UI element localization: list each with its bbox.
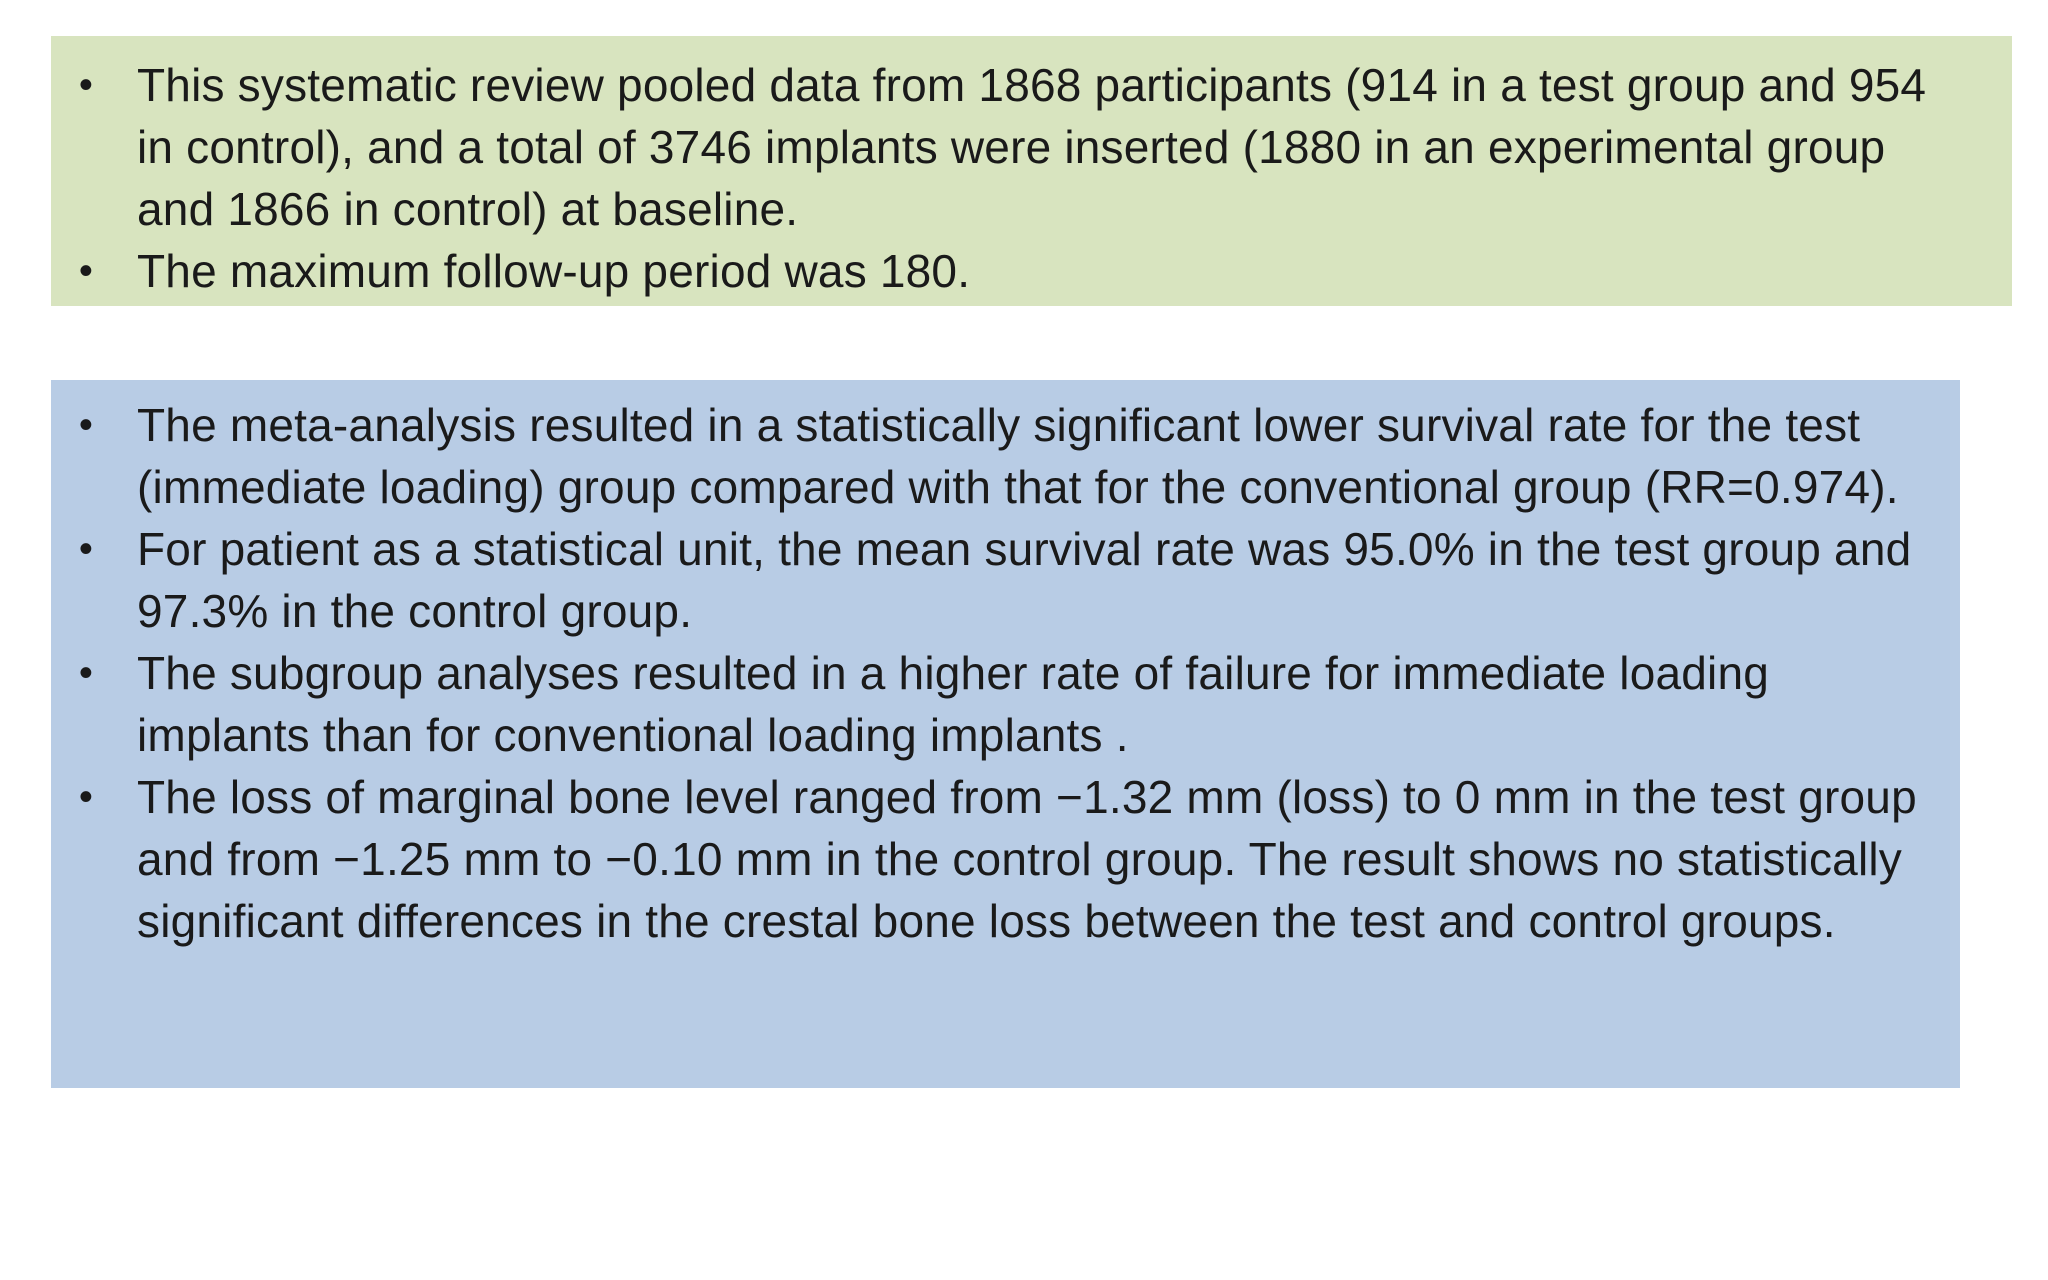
- results-bullet-text: For patient as a statistical unit, the mean survival rate was 95.0% in the test group and 97.3% in the control group.: [137, 523, 1912, 637]
- bullet-icon: •: [78, 775, 94, 819]
- bullet-icon: •: [78, 527, 94, 571]
- bullet-icon: •: [78, 63, 94, 107]
- results-bullet-text: The subgroup analyses resulted in a higher rate of failure for immediate loading implants than for conventional loading implants .: [137, 647, 1770, 761]
- results-bullet-item: [51, 518, 1960, 642]
- results-bullet-text: The loss of marginal bone level ranged from −1.32 mm (loss) to 0 mm in the test group and from −1.25 mm to −0.10 mm in the control group. The result shows no statistically significant differences in the crestal bone loss between the test and control groups.: [137, 771, 1917, 947]
- results-bullet-item: [51, 394, 1960, 518]
- bullet-icon: •: [78, 403, 94, 447]
- summary-bullet-item: [51, 54, 2012, 240]
- summary-bullet-list: [51, 54, 2012, 302]
- summary-bullet-item: [51, 240, 2012, 302]
- bullet-icon: •: [78, 651, 94, 695]
- results-bullet-list: [51, 394, 1960, 952]
- results-bullet-text: The meta-analysis resulted in a statistically significant lower survival rate for the test (immediate loading) group compared with that for the conventional group (RR=0.974).: [137, 399, 1899, 513]
- bullet-icon: •: [78, 249, 94, 293]
- results-bullet-item: [51, 642, 1960, 766]
- summary-bullet-text: This systematic review pooled data from 1868 participants (914 in a test group and 954 in control), and a total of 3746 implants were inserted (1880 in an experimental group and 1866 in control) at baseline.: [137, 59, 1927, 235]
- summary-box: [51, 36, 2012, 306]
- results-bullet-item: [51, 766, 1960, 952]
- summary-bullet-text: The maximum follow-up period was 180.: [137, 245, 971, 297]
- results-box: [51, 380, 1960, 1088]
